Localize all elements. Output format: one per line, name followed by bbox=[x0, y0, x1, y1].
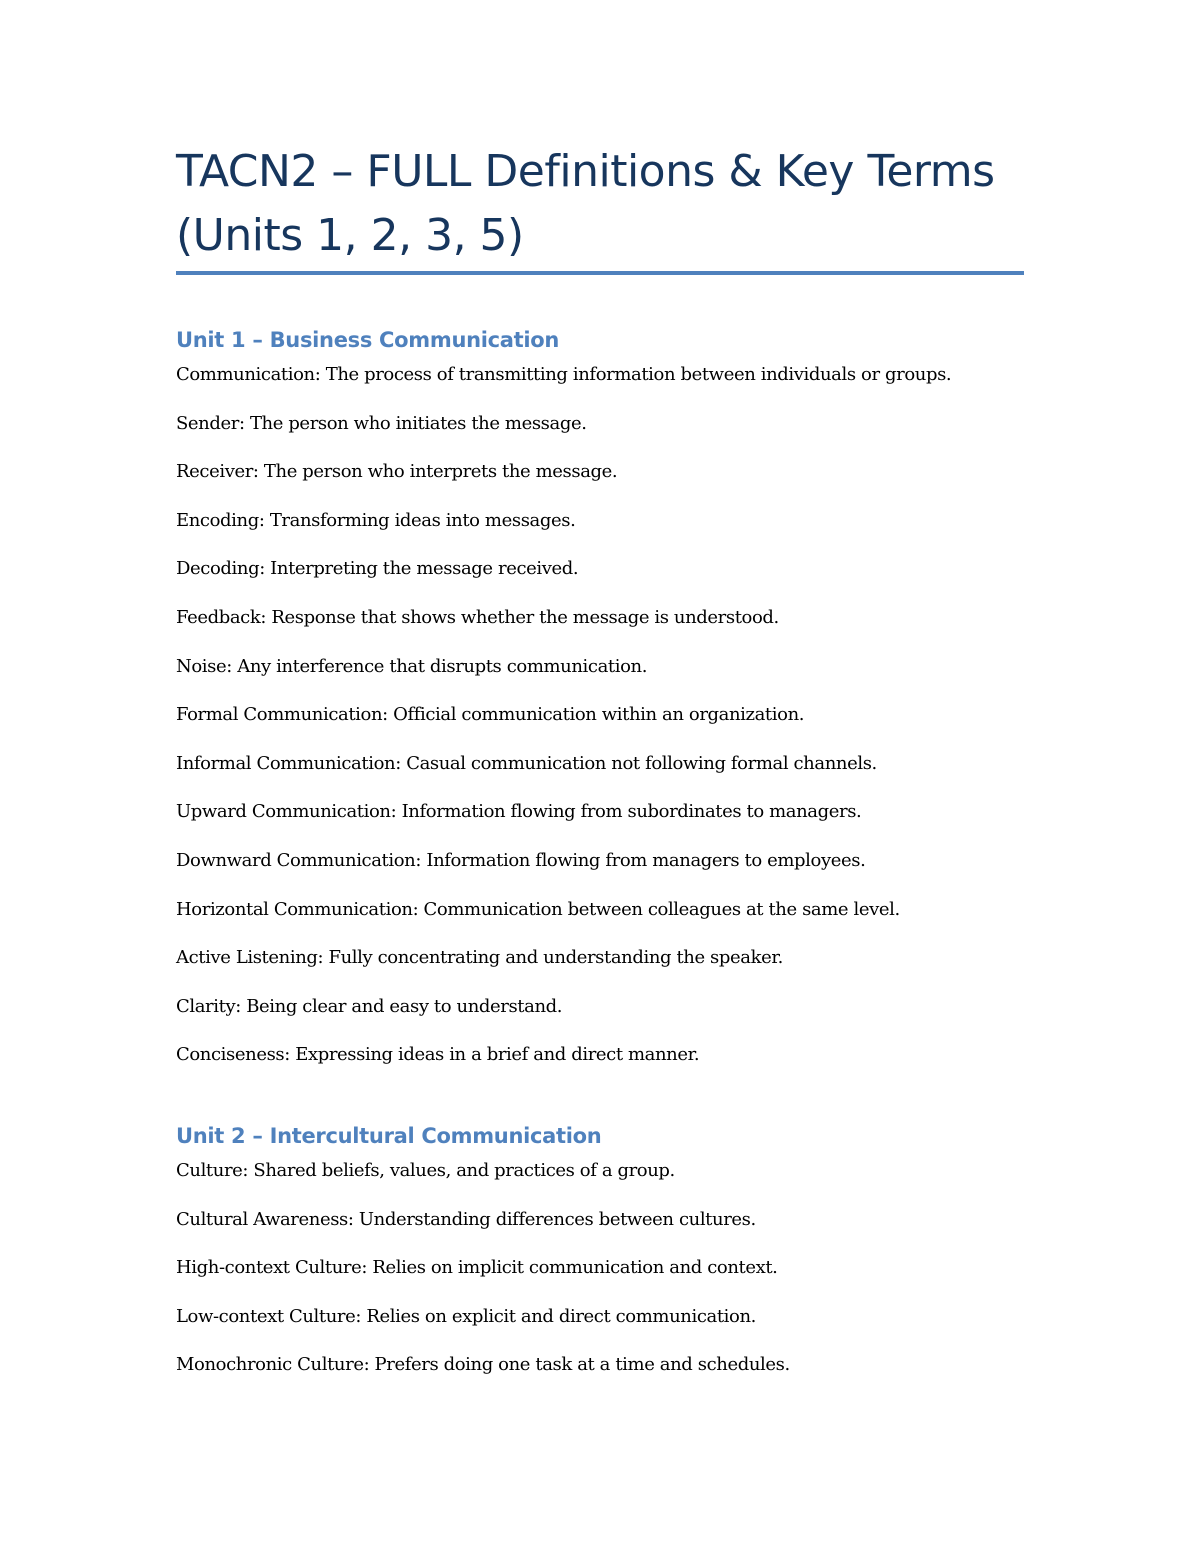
term-definition: Clarity: Being clear and easy to understand. bbox=[176, 995, 563, 1017]
section-unit-2 bbox=[176, 1118, 1056, 1397]
section-heading: Unit 1 – Business Communication bbox=[176, 328, 560, 352]
term-definition: Feedback: Response that shows whether the message is understood. bbox=[176, 606, 779, 628]
term-definition: Sender: The person who initiates the message. bbox=[176, 412, 587, 434]
term-definition: Culture: Shared beliefs, values, and practices of a group. bbox=[176, 1160, 675, 1181]
term-definition: Active Listening: Fully concentrating and understanding the speaker. bbox=[176, 947, 783, 969]
term-definition: Receiver: The person who interprets the message. bbox=[176, 461, 618, 483]
document-title bbox=[176, 140, 1036, 268]
term-definition: Low-context Culture: Relies on explicit and direct communication. bbox=[176, 1305, 756, 1327]
term-definition: Informal Communication: Casual communication not following formal channels. bbox=[176, 752, 877, 774]
title-line-2: (Units 1, 2, 3, 5) bbox=[176, 210, 524, 261]
term-definition: Decoding: Interpreting the message received. bbox=[176, 558, 579, 580]
term-list bbox=[176, 1154, 1056, 1397]
term-definition: Horizontal Communication: Communication between colleagues at the same level. bbox=[176, 898, 900, 920]
term-definition: Cultural Awareness: Understanding differences between cultures. bbox=[176, 1208, 756, 1230]
title-underline-rule bbox=[176, 271, 1024, 275]
term-definition: Encoding: Transforming ideas into messages. bbox=[176, 509, 576, 531]
term-definition: Downward Communication: Information flowing from managers to employees. bbox=[176, 849, 866, 871]
term-list bbox=[176, 358, 1056, 1087]
section-unit-1 bbox=[176, 322, 1056, 1087]
term-definition: Monochronic Culture: Prefers doing one task at a time and schedules. bbox=[176, 1354, 790, 1376]
term-definition: Conciseness: Expressing ideas in a brief and direct manner. bbox=[176, 1044, 700, 1066]
term-definition: Communication: The process of transmitting information between individuals or groups. bbox=[176, 364, 952, 385]
term-definition: Formal Communication: Official communication within an organization. bbox=[176, 704, 805, 726]
title-line-1: TACN2 – FULL Definitions & Key Terms bbox=[176, 146, 995, 197]
section-heading: Unit 2 – Intercultural Communication bbox=[176, 1124, 602, 1148]
term-definition: Upward Communication: Information flowing from subordinates to managers. bbox=[176, 801, 862, 823]
term-definition: High-context Culture: Relies on implicit communication and context. bbox=[176, 1257, 778, 1279]
term-definition: Noise: Any interference that disrupts communication. bbox=[176, 655, 648, 677]
